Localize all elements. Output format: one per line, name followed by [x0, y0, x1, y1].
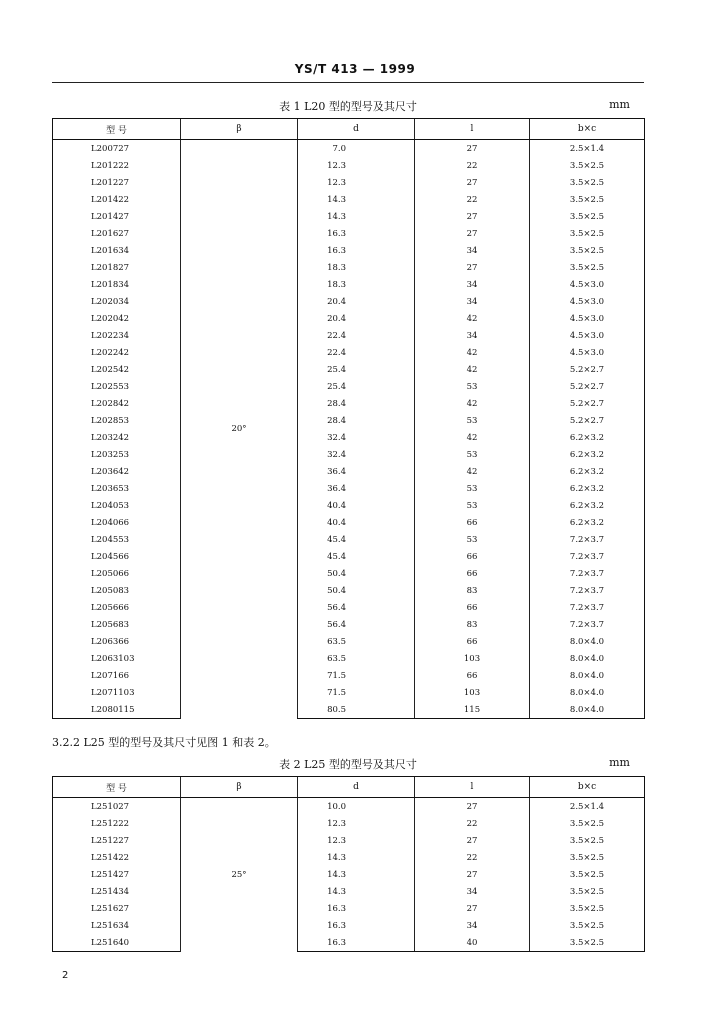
l-cell: 66: [415, 548, 530, 565]
model-cell: L203242: [53, 429, 181, 446]
l-cell: 22: [415, 849, 530, 866]
bc-cell: 4.5×3.0: [530, 310, 645, 327]
model-cell: L203642: [53, 463, 181, 480]
bc-cell: 3.5×2.5: [530, 225, 645, 242]
l-cell: 53: [415, 531, 530, 548]
l-cell: 27: [415, 174, 530, 191]
bc-cell: 3.5×2.5: [530, 883, 645, 900]
model-cell: L2071103: [53, 684, 181, 701]
model-cell: L205066: [53, 565, 181, 582]
bc-cell: 3.5×2.5: [530, 832, 645, 849]
table-row: [53, 684, 645, 701]
bc-cell: 8.0×4.0: [530, 684, 645, 701]
d-cell: 18.3: [298, 259, 415, 276]
d-cell: 45.4: [298, 531, 415, 548]
model-cell: L202042: [53, 310, 181, 327]
table-row: [53, 463, 645, 480]
bc-cell: 3.5×2.5: [530, 157, 645, 174]
bc-cell: 2.5×1.4: [530, 140, 645, 158]
l-cell: 27: [415, 900, 530, 917]
model-cell: L202842: [53, 395, 181, 412]
d-cell: 14.3: [298, 191, 415, 208]
table-row: [53, 293, 645, 310]
model-cell: L251222: [53, 815, 181, 832]
d-cell: 36.4: [298, 463, 415, 480]
l-cell: 83: [415, 582, 530, 599]
d-cell: 14.3: [298, 849, 415, 866]
model-cell: L205083: [53, 582, 181, 599]
bc-cell: 6.2×3.2: [530, 497, 645, 514]
bc-cell: 6.2×3.2: [530, 429, 645, 446]
model-cell: L202234: [53, 327, 181, 344]
d-cell: 20.4: [298, 293, 415, 310]
table1-header-row: [53, 119, 645, 140]
d-cell: 25.4: [298, 361, 415, 378]
beta-cell: 20°: [181, 140, 298, 719]
l-cell: 66: [415, 599, 530, 616]
l-cell: 34: [415, 293, 530, 310]
bc-cell: 7.2×3.7: [530, 599, 645, 616]
table-row: [53, 480, 645, 497]
table1-col-model: 型 号: [53, 119, 181, 140]
d-cell: 45.4: [298, 548, 415, 565]
bc-cell: 8.0×4.0: [530, 650, 645, 667]
bc-cell: 8.0×4.0: [530, 633, 645, 650]
model-cell: L202553: [53, 378, 181, 395]
l-cell: 66: [415, 667, 530, 684]
d-cell: 12.3: [298, 832, 415, 849]
table-row: [53, 344, 645, 361]
bc-cell: 4.5×3.0: [530, 293, 645, 310]
model-cell: L202542: [53, 361, 181, 378]
table-row: [53, 514, 645, 531]
table2-col-model: 型 号: [53, 777, 181, 798]
d-cell: 14.3: [298, 208, 415, 225]
l-cell: 22: [415, 157, 530, 174]
d-cell: 16.3: [298, 900, 415, 917]
d-cell: 36.4: [298, 480, 415, 497]
d-cell: 16.3: [298, 242, 415, 259]
table1-title: 表 1 L20 型的型号及其尺寸: [279, 100, 417, 113]
model-cell: L201634: [53, 242, 181, 259]
model-cell: L201427: [53, 208, 181, 225]
table2-col-bc: b×c: [530, 777, 645, 798]
table-row: [53, 900, 645, 917]
bc-cell: 7.2×3.7: [530, 548, 645, 565]
l-cell: 66: [415, 565, 530, 582]
bc-cell: 4.5×3.0: [530, 327, 645, 344]
l-cell: 27: [415, 832, 530, 849]
model-cell: L251434: [53, 883, 181, 900]
d-cell: 10.0: [298, 798, 415, 816]
d-cell: 12.3: [298, 157, 415, 174]
l-cell: 40: [415, 934, 530, 952]
table-row: [53, 917, 645, 934]
l-cell: 53: [415, 497, 530, 514]
model-cell: L201422: [53, 191, 181, 208]
table2-col-beta: β: [181, 777, 298, 798]
d-cell: 71.5: [298, 684, 415, 701]
bc-cell: 5.2×2.7: [530, 378, 645, 395]
d-cell: 50.4: [298, 582, 415, 599]
beta-cell: 25°: [181, 798, 298, 952]
l-cell: 42: [415, 344, 530, 361]
model-cell: L201834: [53, 276, 181, 293]
d-cell: 32.4: [298, 429, 415, 446]
table-row: [53, 242, 645, 259]
model-cell: L204566: [53, 548, 181, 565]
l-cell: 34: [415, 883, 530, 900]
l-cell: 34: [415, 276, 530, 293]
model-cell: L251422: [53, 849, 181, 866]
header-rule: [52, 82, 644, 83]
section-paragraph: 3.2.2 L25 型的型号及其尺寸见图 1 和表 2。: [52, 736, 276, 749]
bc-cell: 6.2×3.2: [530, 446, 645, 463]
bc-cell: 7.2×3.7: [530, 531, 645, 548]
page-number: 2: [62, 970, 69, 981]
bc-cell: 8.0×4.0: [530, 667, 645, 684]
l-cell: 83: [415, 616, 530, 633]
table-row: [53, 225, 645, 242]
bc-cell: 3.5×2.5: [530, 917, 645, 934]
l-cell: 27: [415, 866, 530, 883]
bc-cell: 3.5×2.5: [530, 191, 645, 208]
d-cell: 14.3: [298, 866, 415, 883]
d-cell: 25.4: [298, 378, 415, 395]
table-row: [53, 548, 645, 565]
model-cell: L204553: [53, 531, 181, 548]
model-cell: L201827: [53, 259, 181, 276]
l-cell: 115: [415, 701, 530, 719]
table-row: [53, 582, 645, 599]
d-cell: 16.3: [298, 917, 415, 934]
d-cell: 40.4: [298, 497, 415, 514]
table-row: [53, 140, 645, 158]
bc-cell: 3.5×2.5: [530, 174, 645, 191]
bc-cell: 3.5×2.5: [530, 900, 645, 917]
l-cell: 42: [415, 395, 530, 412]
d-cell: 71.5: [298, 667, 415, 684]
table2-body: [53, 798, 645, 952]
model-cell: L251027: [53, 798, 181, 816]
table-row: [53, 174, 645, 191]
model-cell: L251634: [53, 917, 181, 934]
document-header: YS/T 413 — 1999: [294, 62, 416, 76]
table2-col-l: l: [415, 777, 530, 798]
table-row: [53, 616, 645, 633]
model-cell: L204053: [53, 497, 181, 514]
table-row: [53, 531, 645, 548]
l-cell: 53: [415, 446, 530, 463]
l-cell: 42: [415, 463, 530, 480]
model-cell: L251427: [53, 866, 181, 883]
bc-cell: 6.2×3.2: [530, 463, 645, 480]
bc-cell: 3.5×2.5: [530, 259, 645, 276]
bc-cell: 3.5×2.5: [530, 208, 645, 225]
model-cell: L251640: [53, 934, 181, 952]
bc-cell: 3.5×2.5: [530, 815, 645, 832]
model-cell: L206366: [53, 633, 181, 650]
d-cell: 22.4: [298, 344, 415, 361]
table-row: [53, 191, 645, 208]
table-row: [53, 849, 645, 866]
table-row: [53, 701, 645, 719]
model-cell: L202853: [53, 412, 181, 429]
bc-cell: 6.2×3.2: [530, 514, 645, 531]
bc-cell: 3.5×2.5: [530, 934, 645, 952]
d-cell: 14.3: [298, 883, 415, 900]
model-cell: L204066: [53, 514, 181, 531]
table-row: [53, 276, 645, 293]
table2-header-row: [53, 777, 645, 798]
bc-cell: 7.2×3.7: [530, 616, 645, 633]
table-row: [53, 883, 645, 900]
l-cell: 34: [415, 917, 530, 934]
table-row: [53, 832, 645, 849]
model-cell: L205683: [53, 616, 181, 633]
l-cell: 42: [415, 429, 530, 446]
d-cell: 28.4: [298, 395, 415, 412]
bc-cell: 5.2×2.7: [530, 361, 645, 378]
model-cell: L203653: [53, 480, 181, 497]
table-row: [53, 259, 645, 276]
l-cell: 34: [415, 327, 530, 344]
table1-col-beta: β: [181, 119, 298, 140]
bc-cell: 8.0×4.0: [530, 701, 645, 719]
table-row: [53, 446, 645, 463]
model-cell: L201222: [53, 157, 181, 174]
table-row: [53, 798, 645, 816]
l-cell: 27: [415, 259, 530, 276]
table1-col-bc: b×c: [530, 119, 645, 140]
bc-cell: 2.5×1.4: [530, 798, 645, 816]
model-cell: L2063103: [53, 650, 181, 667]
bc-cell: 3.5×2.5: [530, 242, 645, 259]
table-row: [53, 815, 645, 832]
l-cell: 66: [415, 633, 530, 650]
l-cell: 27: [415, 140, 530, 158]
table-row: [53, 157, 645, 174]
table-row: [53, 599, 645, 616]
l-cell: 34: [415, 242, 530, 259]
table1-body: [53, 140, 645, 719]
table1-unit: mm: [609, 98, 630, 111]
model-cell: L2080115: [53, 701, 181, 719]
table-row: [53, 310, 645, 327]
model-cell: L202034: [53, 293, 181, 310]
d-cell: 63.5: [298, 633, 415, 650]
table2-title: 表 2 L25 型的型号及其尺寸: [279, 758, 417, 771]
l-cell: 27: [415, 208, 530, 225]
table2: [52, 776, 645, 952]
table-row: [53, 497, 645, 514]
table-row: [53, 429, 645, 446]
l-cell: 22: [415, 191, 530, 208]
bc-cell: 7.2×3.7: [530, 565, 645, 582]
bc-cell: 5.2×2.7: [530, 395, 645, 412]
bc-cell: 7.2×3.7: [530, 582, 645, 599]
d-cell: 28.4: [298, 412, 415, 429]
bc-cell: 5.2×2.7: [530, 412, 645, 429]
l-cell: 27: [415, 225, 530, 242]
model-cell: L201227: [53, 174, 181, 191]
l-cell: 103: [415, 650, 530, 667]
bc-cell: 3.5×2.5: [530, 849, 645, 866]
d-cell: 18.3: [298, 276, 415, 293]
table-row: [53, 650, 645, 667]
table-row: [53, 395, 645, 412]
model-cell: L251227: [53, 832, 181, 849]
d-cell: 32.4: [298, 446, 415, 463]
l-cell: 27: [415, 798, 530, 816]
table2-col-d: d: [298, 777, 415, 798]
bc-cell: 4.5×3.0: [530, 344, 645, 361]
model-cell: L207166: [53, 667, 181, 684]
model-cell: L205666: [53, 599, 181, 616]
l-cell: 53: [415, 412, 530, 429]
d-cell: 12.3: [298, 815, 415, 832]
l-cell: 103: [415, 684, 530, 701]
d-cell: 16.3: [298, 934, 415, 952]
d-cell: 63.5: [298, 650, 415, 667]
table2-unit: mm: [609, 756, 630, 769]
table-row: [53, 866, 645, 883]
d-cell: 56.4: [298, 599, 415, 616]
table-row: [53, 667, 645, 684]
d-cell: 7.0: [298, 140, 415, 158]
table-row: [53, 361, 645, 378]
model-cell: L202242: [53, 344, 181, 361]
d-cell: 56.4: [298, 616, 415, 633]
l-cell: 42: [415, 310, 530, 327]
model-cell: L203253: [53, 446, 181, 463]
table-row: [53, 327, 645, 344]
table-row: [53, 565, 645, 582]
d-cell: 22.4: [298, 327, 415, 344]
bc-cell: 3.5×2.5: [530, 866, 645, 883]
table1: [52, 118, 645, 719]
table-row: [53, 934, 645, 952]
model-cell: L251627: [53, 900, 181, 917]
l-cell: 53: [415, 378, 530, 395]
model-cell: L200727: [53, 140, 181, 158]
table-row: [53, 378, 645, 395]
l-cell: 22: [415, 815, 530, 832]
l-cell: 53: [415, 480, 530, 497]
bc-cell: 4.5×3.0: [530, 276, 645, 293]
d-cell: 16.3: [298, 225, 415, 242]
bc-cell: 6.2×3.2: [530, 480, 645, 497]
d-cell: 50.4: [298, 565, 415, 582]
d-cell: 40.4: [298, 514, 415, 531]
d-cell: 12.3: [298, 174, 415, 191]
table1-col-l: l: [415, 119, 530, 140]
table-row: [53, 633, 645, 650]
l-cell: 42: [415, 361, 530, 378]
model-cell: L201627: [53, 225, 181, 242]
table1-col-d: d: [298, 119, 415, 140]
l-cell: 66: [415, 514, 530, 531]
table-row: [53, 412, 645, 429]
d-cell: 80.5: [298, 701, 415, 719]
d-cell: 20.4: [298, 310, 415, 327]
table-row: [53, 208, 645, 225]
